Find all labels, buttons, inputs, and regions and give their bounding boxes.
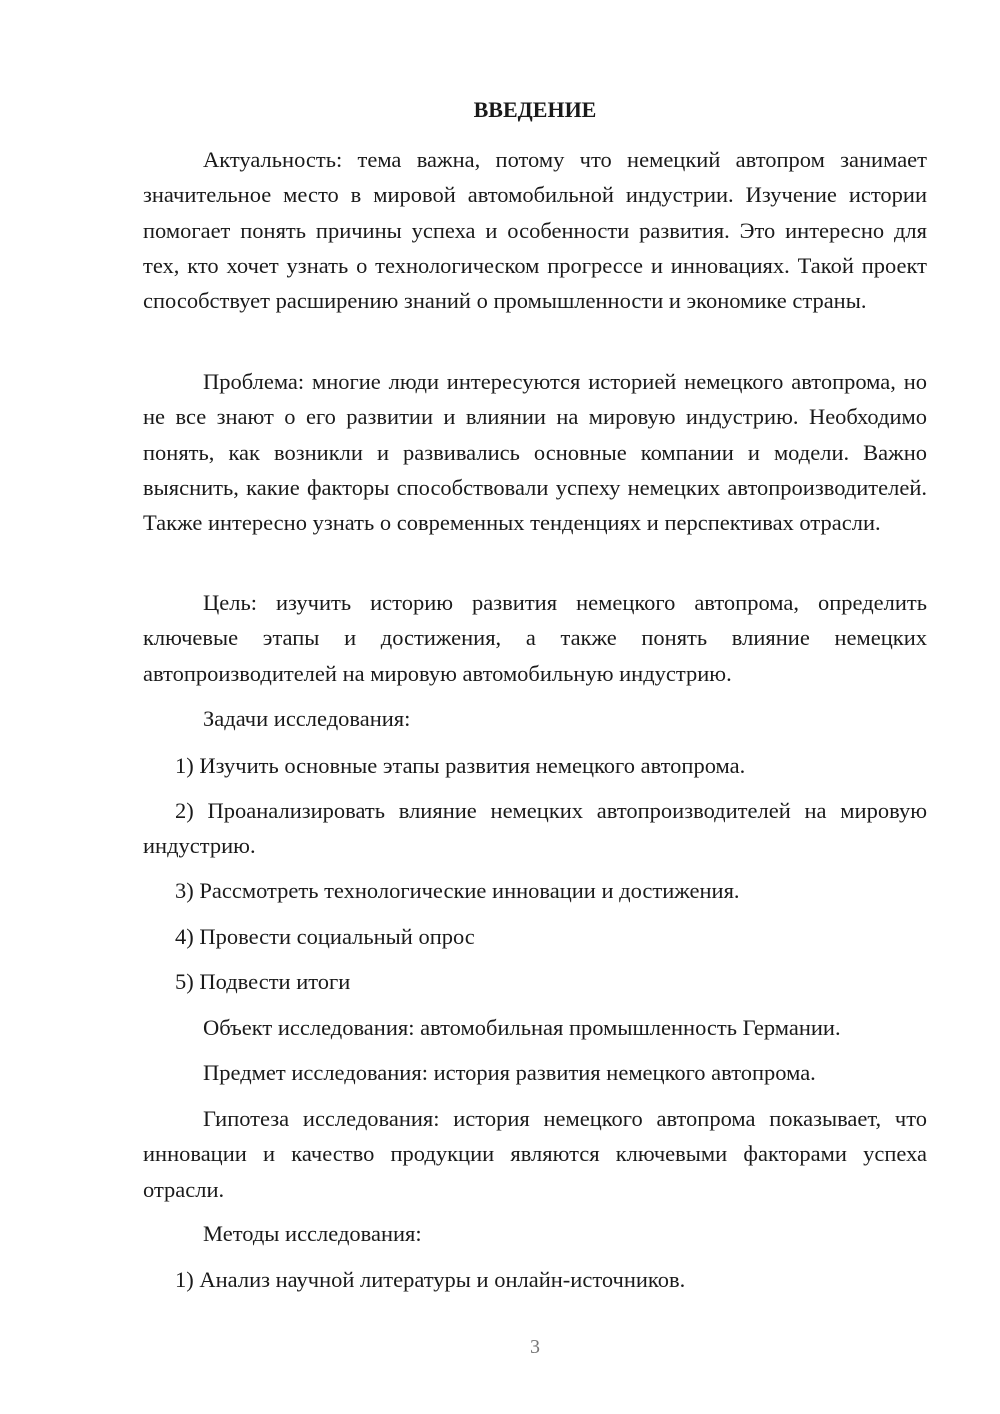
paragraph-problem: Проблема: многие люди интересуются историей немецкого автопрома, но не все знают о его развитии и влиянии на мировую индустрию. Необходимо понять, как возникли и развивались основные компании и модели. Важно выяснить, какие факторы способствовали успеху немецких автопроизводителей. Также интересно узнать о современных тенденциях и перспективах отрасли. [143,369,927,536]
tasks-heading: Задачи исследования: [203,706,411,731]
paragraph-hypothesis: Гипотеза исследования: история немецкого автопрома показывает, что инновации и качество продукции являются ключевыми факторами успеха отрасли. [143,1106,927,1202]
task-item-4: 4) Провести социальный опрос [175,924,475,949]
page-number: 3 [530,1336,540,1358]
paragraph-subject: Предмет исследования: история развития немецкого автопрома. [203,1060,816,1085]
method-item-1: 1) Анализ научной литературы и онлайн-источников. [175,1267,686,1292]
paragraph-goal: Цель: изучить историю развития немецкого автопрома, определить ключевые этапы и достижения, а также понять влияние немецких автопроизводителей на мировую автомобильную индустрию. [143,590,927,686]
task-item-1: 1) Изучить основные этапы развития немецкого автопрома. [175,753,746,778]
paragraph-object: Объект исследования: автомобильная промышленность Германии. [203,1015,841,1040]
task-item-5: 5) Подвести итоги [175,969,351,994]
task-item-3: 3) Рассмотреть технологические инновации и достижения. [175,878,740,903]
section-title: ВВЕДЕНИЕ [473,97,597,122]
methods-heading: Методы исследования: [203,1221,422,1246]
paragraph-relevance: Актуальность: тема важна, потому что немецкий автопром занимает значительное место в мировой автомобильной индустрии. Изучение истории помогает понять причины успеха и особенности развития. Это интересно для тех, кто хочет узнать о технологическом прогрессе и инновациях. Такой проект способствует расширению знаний о промышленности и экономике страны. [143,147,927,314]
task-item-2: 2) Проанализировать влияние немецких автопроизводителей на мировую индустрию. [143,798,927,859]
